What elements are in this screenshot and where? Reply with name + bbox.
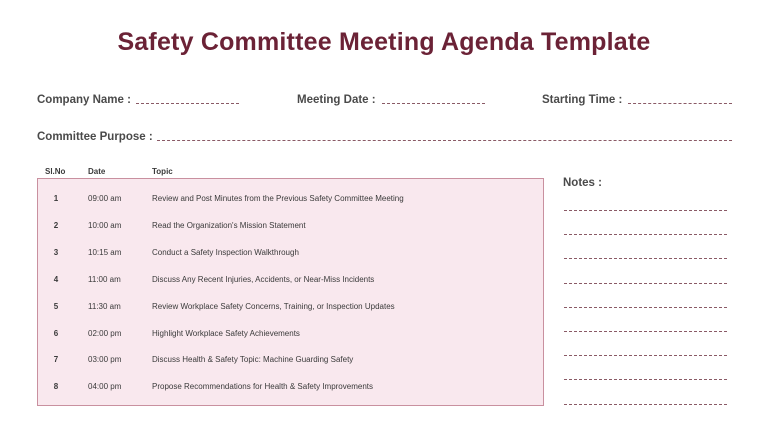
notes-line[interactable] <box>564 331 727 332</box>
notes-line[interactable] <box>564 379 727 380</box>
notes-line[interactable] <box>564 283 727 284</box>
header-sl-no: Sl.No <box>45 167 66 176</box>
header-topic: Topic <box>152 167 173 176</box>
row-sl-no: 7 <box>53 355 59 365</box>
row-sl-no: 2 <box>53 220 59 230</box>
row-time: 09:00 am <box>88 194 122 203</box>
row-topic: Read the Organization's Mission Statement <box>152 220 306 230</box>
notes-line[interactable] <box>564 404 727 405</box>
meeting-date-field[interactable] <box>382 103 485 104</box>
row-topic: Highlight Workplace Safety Achievements <box>152 328 300 338</box>
notes-line[interactable] <box>564 307 727 308</box>
meeting-date-label: Meeting Date : <box>297 94 376 106</box>
row-sl-no: 3 <box>53 247 59 257</box>
row-sl-no: 8 <box>53 382 59 392</box>
row-time: 02:00 pm <box>88 328 122 338</box>
row-sl-no: 4 <box>53 274 59 284</box>
starting-time-field[interactable] <box>628 103 732 104</box>
committee-purpose-label: Committee Purpose : <box>37 131 153 143</box>
row-time: 03:00 pm <box>88 355 122 365</box>
committee-purpose-field[interactable] <box>157 140 732 141</box>
page-title: Safety Committee Meeting Agenda Template <box>117 28 651 56</box>
notes-label: Notes : <box>563 177 602 189</box>
row-topic: Propose Recommendations for Health & Safety Improvements <box>152 382 373 392</box>
notes-line[interactable] <box>564 234 727 235</box>
row-time: 11:30 am <box>88 301 121 311</box>
row-time: 10:15 am <box>88 247 122 257</box>
company-name-field[interactable] <box>136 103 239 104</box>
row-sl-no: 6 <box>53 328 59 338</box>
notes-line[interactable] <box>564 258 727 259</box>
row-topic: Discuss Any Recent Injuries, Accidents, or Near-Miss Incidents <box>152 274 375 284</box>
row-sl-no: 5 <box>53 301 59 311</box>
row-topic: Discuss Health & Safety Topic: Machine Guarding Safety <box>152 355 354 365</box>
row-topic: Review Workplace Safety Concerns, Training, or Inspection Updates <box>152 301 395 311</box>
row-topic: Conduct a Safety Inspection Walkthrough <box>152 247 299 257</box>
company-name-label: Company Name : <box>37 94 131 106</box>
row-time: 04:00 pm <box>88 382 122 392</box>
notes-line[interactable] <box>564 210 727 211</box>
row-topic: Review and Post Minutes from the Previous Safety Committee Meeting <box>152 194 404 203</box>
row-time: 10:00 am <box>88 220 122 230</box>
row-sl-no: 1 <box>53 194 59 203</box>
row-time: 11:00 am <box>88 274 121 284</box>
starting-time-label: Starting Time : <box>542 94 623 106</box>
notes-line[interactable] <box>564 355 727 356</box>
header-date: Date <box>88 167 106 176</box>
agenda-table <box>37 178 544 406</box>
